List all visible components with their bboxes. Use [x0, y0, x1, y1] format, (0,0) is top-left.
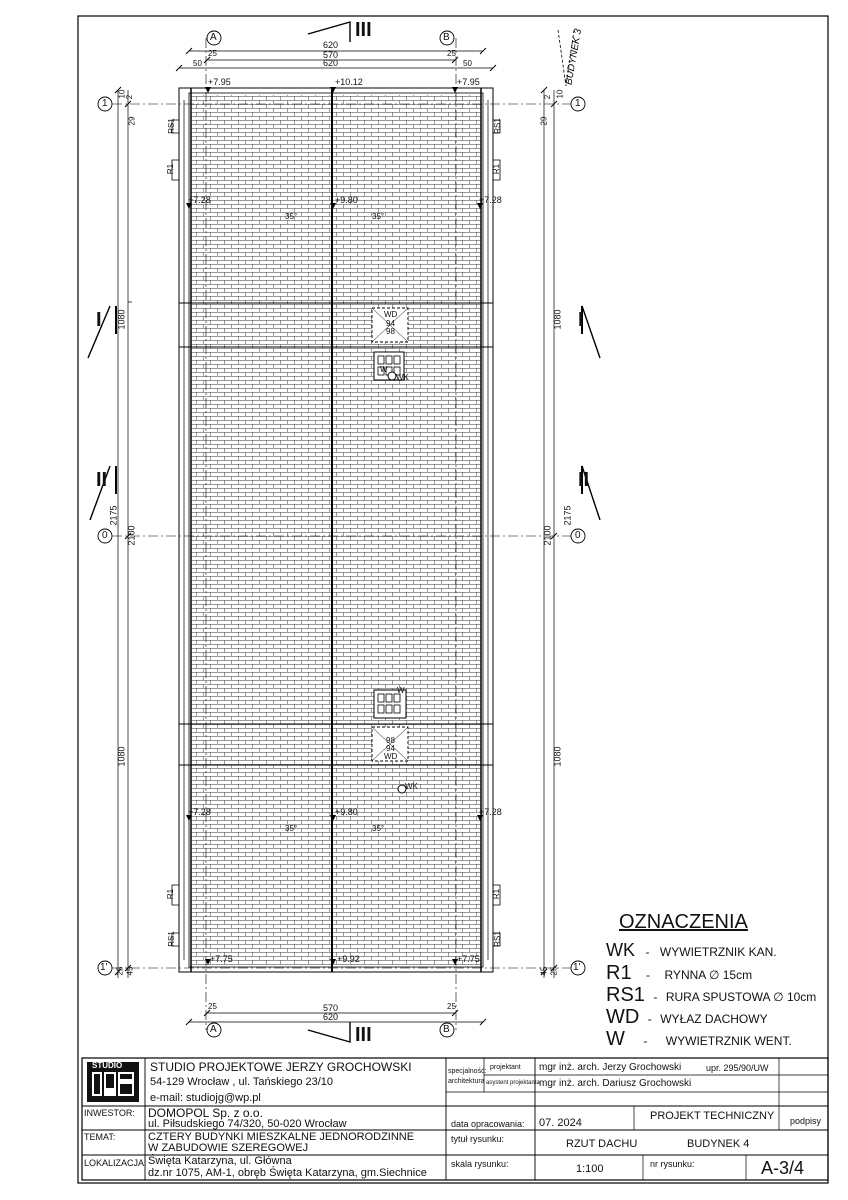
dim-right-lower: 1080	[552, 746, 563, 767]
tag-94-upper: 94	[386, 319, 395, 328]
section-mark-iii-bottom	[308, 1022, 350, 1042]
axis-label-0-left: 0	[102, 530, 108, 541]
date-label: data opracowania:	[451, 1119, 525, 1129]
tag-98-upper: 98	[386, 327, 395, 336]
dim-right-bottom-a: 45	[539, 966, 549, 976]
section-label-ii-left: II	[96, 469, 108, 491]
dim-bottom-right-offset: 25	[447, 1002, 456, 1011]
studio-address: 54-129 Wrocław , ul. Tańskiego 23/10	[150, 1076, 334, 1088]
tag-94-lower: 94	[386, 744, 395, 753]
level-upper-left: +7.28	[188, 195, 211, 205]
roof-tiles-right	[333, 95, 481, 965]
section-label-iii-top: III	[355, 19, 372, 41]
tag-wd-upper: WD	[384, 310, 398, 319]
axis-label-a-top: A	[210, 32, 217, 43]
slope-lower-right: 35°	[372, 824, 385, 833]
tag-rs1-bottom-left: RS1	[166, 931, 176, 947]
legend-title: OZNACZENIA	[619, 911, 748, 933]
dim-right-middle: 2100	[542, 525, 553, 546]
specialty-label-1: specjalność:	[448, 1068, 487, 1075]
level-lower-right: +7.28	[479, 807, 502, 817]
axis-label-a-bottom: A	[210, 1024, 217, 1035]
investor-address: ul. Piłsudskiego 74/320, 50-020 Wrocław	[148, 1118, 347, 1130]
axis-label-1-left: 1	[102, 98, 108, 109]
location-label: LOKALIZACJA:	[84, 1158, 147, 1168]
dim-right-upper: 1080	[552, 309, 563, 330]
tag-rs1-top-left: RS1	[166, 118, 176, 134]
sewer-vent-upper	[388, 372, 396, 380]
axis-label-1p-right: 1'	[573, 962, 581, 973]
specialty-label-2: architektura	[448, 1078, 485, 1085]
signatures-label: podpisy	[790, 1116, 822, 1126]
slope-lower-left: 35°	[285, 824, 298, 833]
dim-bottom-inner: 570	[323, 1003, 339, 1013]
legend-dash: -	[653, 990, 658, 1004]
dim-top-left-offset: 25	[208, 49, 217, 58]
dim-top-right-offset: 25	[447, 49, 456, 58]
investor-label: INWESTOR:	[84, 1108, 135, 1118]
tag-r1-top-right: R1	[492, 163, 502, 175]
level-top-left: +7.95	[208, 77, 231, 87]
section-mark-i-right	[582, 306, 600, 358]
drawing-number: A-3/4	[761, 1158, 805, 1178]
dim-top-overall-2: 620	[323, 58, 339, 68]
scale-label: skala rysunku:	[451, 1159, 509, 1169]
level-bottom-right: +7.75	[457, 954, 480, 964]
legend-code: WD	[606, 1006, 640, 1028]
dim-left-bottom-b: 45	[125, 966, 135, 976]
legend-code: W	[606, 1028, 625, 1050]
dim-left-middle: 2100	[126, 525, 137, 546]
dim-top-overall-1: 620	[323, 40, 339, 50]
location-line-1: Święta Katarzyna, ul. Główna	[148, 1155, 292, 1167]
dim-right-total: 2175	[562, 505, 573, 526]
location-line-2: dz.nr 1075, AM-1, obręb Święta Katarzyna, gm.Siechnice	[148, 1167, 427, 1179]
dim-left-d2: 2	[125, 94, 135, 100]
axis-label-1-right: 1	[575, 98, 581, 109]
tag-rs1-top-right: RS1	[492, 118, 502, 134]
assistant-name: mgr inż. arch. Dariusz Grochowski	[539, 1078, 692, 1089]
legend-dash: -	[646, 968, 651, 982]
dim-top-right-overhang: 50	[463, 59, 472, 68]
section-mark-iii-top	[308, 22, 350, 42]
section-label-i-left: I	[96, 309, 102, 331]
roof-tiles-left	[191, 95, 331, 965]
dim-right-d3: 29	[539, 116, 549, 126]
roof-plan	[179, 88, 493, 972]
dim-left-bottom-a: 25	[115, 966, 125, 976]
tag-rs1-bottom-right: RS1	[492, 931, 502, 947]
legend-row-r1	[606, 963, 752, 983]
slope-upper-right: 35°	[372, 212, 385, 221]
designer-role: projektant	[490, 1064, 521, 1071]
topic-line-2: W ZABUDOWIE SZEREGOWEJ	[148, 1142, 309, 1154]
legend-row-rs1	[606, 985, 816, 1005]
dim-left-upper: 1080	[116, 309, 127, 330]
legend-code: RS1	[606, 984, 645, 1006]
dim-bottom-left-offset: 25	[208, 1002, 217, 1011]
tag-wk-lower: WK	[405, 782, 418, 791]
dim-right-bottom-b: 25	[549, 966, 559, 976]
assistant-role: asystent projektanta	[486, 1080, 540, 1086]
studio-name: STUDIO PROJEKTOWE JERZY GROCHOWSKI	[150, 1060, 412, 1074]
topic-label: TEMAT:	[84, 1132, 116, 1142]
dim-left-d3: 29	[127, 116, 137, 126]
section-label-iii-bottom: III	[355, 1024, 372, 1046]
dim-right-d1: 2	[543, 94, 553, 100]
dim-right-d2: 10	[555, 89, 565, 99]
level-top-mid: +10.12	[335, 77, 363, 87]
tag-r1-bottom-right: R1	[492, 888, 502, 900]
tag-r1-bottom-left: R1	[166, 888, 176, 900]
legend-row-wk	[606, 941, 777, 960]
dim-top-inner: 570	[323, 50, 339, 60]
level-lower-mid: +9.80	[335, 807, 358, 817]
project-stage: PROJEKT TECHNICZNY	[650, 1110, 775, 1122]
studio-email: e-mail: studiojg@wp.pl	[150, 1092, 261, 1104]
level-lower-left: +7.28	[188, 807, 211, 817]
legend-dash: -	[643, 1034, 648, 1048]
designer-name: mgr inż. arch. Jerzy Grochowski	[539, 1062, 682, 1073]
section-label-ii-right: II	[578, 469, 590, 491]
tag-98-lower: 98	[386, 736, 395, 745]
level-top-right: +7.95	[457, 77, 480, 87]
level-bottom-mid: +9.92	[337, 954, 360, 964]
legend-desc: RURA SPUSTOWA ∅ 10cm	[665, 990, 817, 1004]
legend-code: WK	[606, 940, 635, 960]
dim-left-d1: 10	[117, 89, 127, 99]
drawing-number-label: nr rysunku:	[650, 1159, 695, 1169]
tag-w-lower: W	[397, 686, 405, 695]
level-bottom-left: +7.75	[210, 954, 233, 964]
drawing-title-label: tytuł rysunku:	[451, 1134, 505, 1144]
legend-dash: -	[645, 945, 650, 959]
legend-desc: RYNNA ∅ 15cm	[664, 968, 753, 982]
legend-row-w	[606, 1029, 792, 1049]
axis-label-1p-left: 1'	[100, 962, 108, 973]
building-number: BUDYNEK 4	[687, 1138, 750, 1150]
level-upper-mid: +9.80	[335, 195, 358, 205]
legend-row-wd	[606, 1007, 768, 1027]
tag-wk-upper: WK	[396, 373, 409, 382]
topic-line-1: CZTERY BUDYNKI MIESZKALNE JEDNORODZINNE	[148, 1131, 415, 1143]
drawing-title: RZUT DACHU	[566, 1138, 638, 1150]
section-label-i-right: I	[578, 309, 584, 331]
tag-w-upper: W	[380, 365, 388, 374]
tag-wd-lower: WD	[384, 752, 398, 761]
dim-left-lower: 1080	[116, 746, 127, 767]
dim-top-left-overhang: 50	[193, 59, 202, 68]
legend-code: R1	[606, 962, 632, 984]
designer-license: upr. 295/90/UW	[706, 1063, 769, 1073]
level-upper-right: +7.28	[479, 195, 502, 205]
slope-upper-left: 35°	[285, 212, 298, 221]
legend-desc: WYWIETRZNIK KAN.	[659, 945, 777, 959]
scale-value: 1:100	[576, 1163, 604, 1175]
investor-name: DOMOPOL Sp. z o.o.	[148, 1106, 263, 1120]
axis-label-0-right: 0	[575, 530, 581, 541]
legend-dash: -	[647, 1012, 652, 1026]
tag-r1-top-left: R1	[166, 163, 176, 175]
dim-bottom-overall: 620	[323, 1012, 339, 1022]
building-3-label: BUDYNEK 3	[563, 28, 585, 86]
dim-left-total: 2175	[108, 505, 119, 526]
logo-text: STUDIO	[92, 1061, 123, 1070]
date-value: 07. 2024	[539, 1117, 582, 1129]
axis-label-b-top: B	[443, 32, 450, 43]
legend-desc: WYŁAZ DACHOWY	[660, 1012, 768, 1026]
axis-label-b-bottom: B	[443, 1024, 450, 1035]
legend-desc: WYWIETRZNIK WENT.	[665, 1034, 792, 1048]
